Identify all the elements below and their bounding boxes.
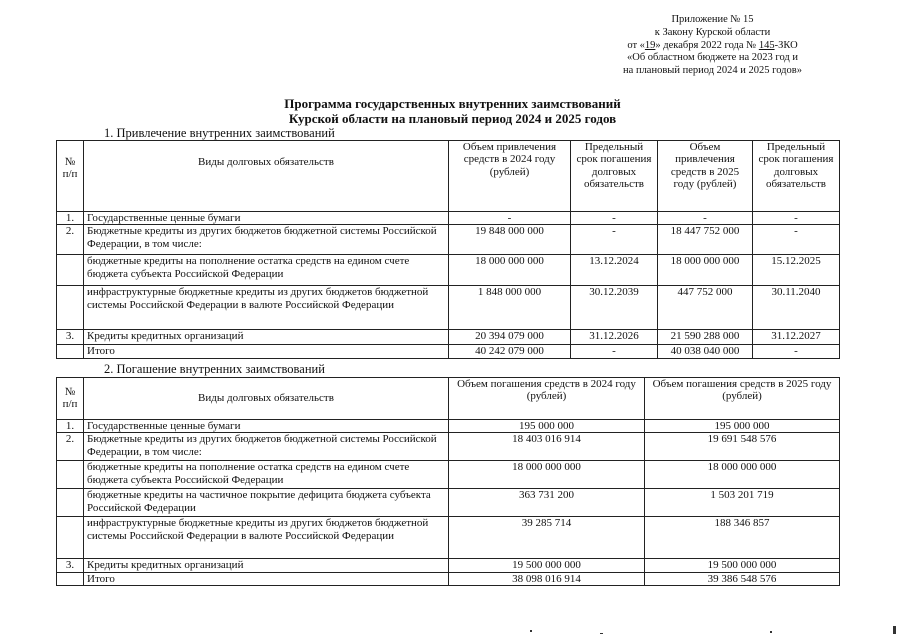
row-name: бюджетные кредиты на пополнение остатка средств на едином счете бюджета субъекта Российской Федерации <box>84 461 449 489</box>
table-row <box>57 225 840 255</box>
row-term-2024: - <box>571 225 658 255</box>
row-num <box>57 345 84 359</box>
table-row <box>57 286 840 330</box>
row-term-2024: 30.12.2039 <box>571 286 658 330</box>
row-vol-2024: 18 000 000 000 <box>449 255 571 286</box>
scan-speck <box>770 631 772 633</box>
row-vol-2025: 18 000 000 000 <box>658 255 753 286</box>
row-repay-2025: 19 691 548 576 <box>645 433 840 461</box>
row-num: 2. <box>57 433 84 461</box>
table-row <box>57 433 840 461</box>
row-repay-2025: 195 000 000 <box>645 420 840 433</box>
row-num <box>57 517 84 559</box>
row-vol-2025: 18 447 752 000 <box>658 225 753 255</box>
row-name: Кредиты кредитных организаций <box>84 330 449 345</box>
appendix-line-3 <box>570 40 855 53</box>
row-term-2024: 13.12.2024 <box>571 255 658 286</box>
row-repay-2024: 38 098 016 914 <box>449 572 645 585</box>
row-repay-2024: 39 285 714 <box>449 517 645 559</box>
row-num: 1. <box>57 420 84 433</box>
row-repay-2025: 1 503 201 719 <box>645 489 840 517</box>
row-name: инфраструктурные бюджетные кредиты из других бюджетов бюджетной системы Российской Федерации в валюте Российской Федерации <box>84 517 449 559</box>
row-name: бюджетные кредиты на пополнение остатка средств на едином счете бюджета субъекта Российской Федерации <box>84 255 449 286</box>
row-term-2024: - <box>571 212 658 225</box>
row-vol-2025: 21 590 288 000 <box>658 330 753 345</box>
row-name: инфраструктурные бюджетные кредиты из других бюджетов бюджетной системы Российской Федерации в валюте Российской Федерации <box>84 286 449 330</box>
header-type: Виды долговых обязательств <box>84 378 449 420</box>
table-row <box>57 330 840 345</box>
borrowing-table <box>56 140 840 359</box>
section-1-heading: 1. Привлечение внутренних заимствований <box>104 126 335 140</box>
repayment-table-header <box>57 378 840 420</box>
row-vol-2025: 40 038 040 000 <box>658 345 753 359</box>
row-term-2024: 31.12.2026 <box>571 330 658 345</box>
header-vol-2025: Объем привлечения средств в 2025 году (рублей) <box>658 141 753 212</box>
table-row <box>57 559 840 572</box>
appendix-block <box>570 14 855 78</box>
row-name: Государственные ценные бумаги <box>84 420 449 433</box>
header-type: Виды долговых обязательств <box>84 141 449 212</box>
row-name: Бюджетные кредиты из других бюджетов бюджетной системы Российской Федерации, в том числе: <box>84 433 449 461</box>
appendix-line-4: «Об областном бюджете на 2023 год и <box>627 52 798 64</box>
header-term-2025: Предельный срок погашения долговых обязательств <box>753 141 840 212</box>
appendix-date-prefix: от « <box>627 39 645 51</box>
row-term-2025: 15.12.2025 <box>753 255 840 286</box>
row-vol-2024: - <box>449 212 571 225</box>
row-vol-2024: 40 242 079 000 <box>449 345 571 359</box>
appendix-date-mid: » декабря 2022 года № <box>655 39 759 51</box>
row-num <box>57 286 84 330</box>
table-row <box>57 489 840 517</box>
table-row <box>57 420 840 433</box>
row-term-2025: 31.12.2027 <box>753 330 840 345</box>
row-num <box>57 489 84 517</box>
table-row <box>57 212 840 225</box>
row-term-2025: - <box>753 225 840 255</box>
row-num: 3. <box>57 559 84 572</box>
header-term-2024: Предельный срок погашения долговых обязательств <box>571 141 658 212</box>
header-repay-2025: Объем погашения средств в 2025 году (рублей) <box>645 378 840 420</box>
row-name: Итого <box>84 572 449 585</box>
row-num: 2. <box>57 225 84 255</box>
row-vol-2024: 20 394 079 000 <box>449 330 571 345</box>
row-repay-2025: 19 500 000 000 <box>645 559 840 572</box>
borrowing-table-header <box>57 141 840 212</box>
appendix-line-2: к Закону Курской области <box>654 26 771 38</box>
table-row-total <box>57 345 840 359</box>
header-num: № п/п <box>57 378 84 420</box>
row-num <box>57 572 84 585</box>
table-row <box>57 461 840 489</box>
row-num <box>57 461 84 489</box>
row-repay-2024: 195 000 000 <box>449 420 645 433</box>
row-repay-2024: 18 000 000 000 <box>449 461 645 489</box>
row-term-2025: 30.11.2040 <box>753 286 840 330</box>
header-num: № п/п <box>57 141 84 212</box>
header-repay-2024: Объем погашения средств в 2024 году (рублей) <box>449 378 645 420</box>
appendix-law-number: 145 <box>758 39 775 51</box>
document-title-line-1: Программа государственных внутренних заимствований <box>284 96 621 111</box>
row-repay-2025: 39 386 548 576 <box>645 572 840 585</box>
row-repay-2024: 18 403 016 914 <box>449 433 645 461</box>
section-2-heading: 2. Погашение внутренних заимствований <box>104 362 325 376</box>
appendix-line-1: Приложение № 15 <box>671 14 754 25</box>
appendix-law-suffix: -ЗКО <box>774 39 798 51</box>
header-vol-2024: Объем привлечения средств в 2024 году (рублей) <box>449 141 571 212</box>
row-name: бюджетные кредиты на частичное покрытие дефицита бюджета субъекта Российской Федерации <box>84 489 449 517</box>
appendix-line-5: на плановый период 2024 и 2025 годов» <box>623 65 802 77</box>
table-row-total <box>57 572 840 585</box>
row-vol-2024: 19 848 000 000 <box>449 225 571 255</box>
row-name: Государственные ценные бумаги <box>84 212 449 225</box>
row-term-2025: - <box>753 212 840 225</box>
row-num: 3. <box>57 330 84 345</box>
row-repay-2025: 188 346 857 <box>645 517 840 559</box>
repayment-table <box>56 377 840 586</box>
row-repay-2024: 19 500 000 000 <box>449 559 645 572</box>
scan-speck <box>530 630 532 632</box>
appendix-date-day: 19 <box>644 39 656 51</box>
row-name: Бюджетные кредиты из других бюджетов бюджетной системы Российской Федерации, в том числе: <box>84 225 449 255</box>
row-num: 1. <box>57 212 84 225</box>
row-name: Кредиты кредитных организаций <box>84 559 449 572</box>
scan-speck <box>893 626 896 634</box>
row-term-2024: - <box>571 345 658 359</box>
document-title-line-2: Курской области на плановый период 2024 и 2025 годов <box>288 111 617 126</box>
row-vol-2024: 1 848 000 000 <box>449 286 571 330</box>
row-repay-2025: 18 000 000 000 <box>645 461 840 489</box>
row-num <box>57 255 84 286</box>
row-term-2025: - <box>753 345 840 359</box>
table-row <box>57 255 840 286</box>
scan-speck <box>600 633 603 634</box>
row-vol-2025: 447 752 000 <box>658 286 753 330</box>
row-name: Итого <box>84 345 449 359</box>
table-row <box>57 517 840 559</box>
row-vol-2025: - <box>658 212 753 225</box>
row-repay-2024: 363 731 200 <box>449 489 645 517</box>
